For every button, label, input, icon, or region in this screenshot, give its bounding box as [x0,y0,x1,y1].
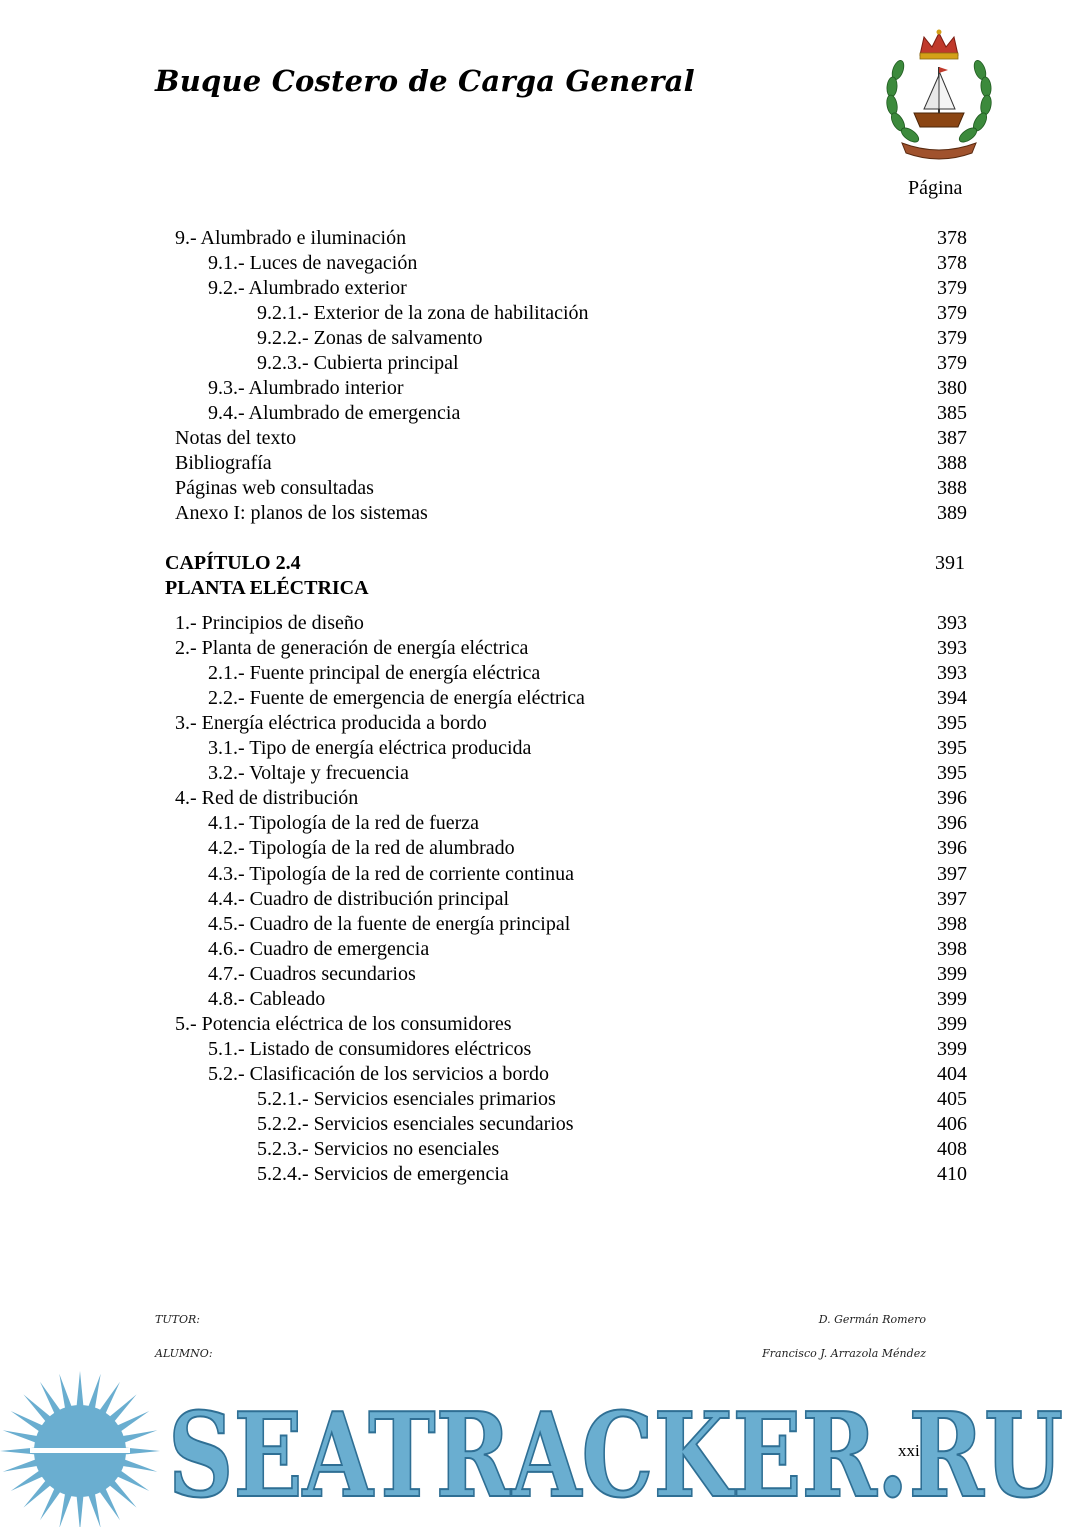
toc-entry-page: 393 [937,612,967,634]
toc-entry-label: 4.3.- Tipología de la red de corriente continua [208,862,575,885]
toc-entry-label: 9.- Alumbrado e iluminación [175,227,407,249]
toc-entry-page: 395 [937,762,967,785]
toc-entry-label: 4.7.- Cuadros secundarios [208,962,416,985]
sun-ray [3,1430,39,1443]
toc-entry-label: 5.2.1.- Servicios esenciales primarios [257,1087,556,1110]
toc-entry-label: 9.2.3.- Cubierta principal [257,352,459,374]
toc-entry-label: 5.2.4.- Servicios de emergencia [257,1163,509,1186]
toc-entry-label: 5.2.- Clasificación de los servicios a bordo [208,1062,550,1085]
sun-ray [109,1480,137,1508]
toc-entry [175,611,967,636]
toc-entry-label: Anexo I: planos de los sistemas [175,502,428,524]
toc-entry-label: 9.1.- Luces de navegación [208,252,418,274]
tutor-label: TUTOR: [155,1313,200,1326]
toc-entry [208,937,967,962]
toc-entry [208,401,967,426]
toc-entry [257,1162,967,1187]
document-title: Buque Costero de Carga General [155,64,695,98]
toc-entry-label: 5.1.- Listado de consumidores eléctricos [208,1037,532,1060]
toc-entry [175,1012,967,1037]
toc-entry [257,1087,967,1112]
toc-entry-label: 5.2.2.- Servicios esenciales secundarios [257,1113,574,1135]
toc-entry [208,912,967,937]
toc-entry [175,786,967,811]
toc-entry-page: 379 [937,277,967,299]
toc-entry-page: 408 [937,1138,967,1161]
toc-entry-page: 396 [937,812,967,835]
toc-entry [208,1062,967,1087]
toc-entry [208,1037,967,1062]
toc-entry [208,987,967,1012]
toc-entry-page: 399 [937,1037,967,1060]
toc-entry [175,451,967,476]
toc-entry [175,226,967,251]
toc-entry-label: 4.2.- Tipología de la red de alumbrado [208,837,515,860]
toc-entry-page: 394 [937,687,967,710]
toc-entry [208,736,967,761]
toc-entry [208,661,967,686]
toc-entry-label: 9.4.- Alumbrado de emergencia [208,402,461,424]
toc-entry-label: 9.2.1.- Exterior de la zona de habilitación [257,302,589,324]
toc-entry-label: 9.2.- Alumbrado exterior [208,277,407,299]
toc-entry-label: 4.- Red de distribución [175,787,359,810]
toc-entry-label: 9.2.2.- Zonas de salvamento [257,327,483,349]
toc-entry-page: 396 [937,787,967,810]
sun-ray [99,1382,120,1415]
toc-entry [208,887,967,912]
toc-entry-page: 379 [937,327,967,349]
toc-entry-page: 399 [937,962,967,985]
sun-ray [40,1487,61,1520]
toc-entry-page: 397 [937,887,967,910]
sun-ray [76,1371,83,1407]
toc-entry-page: 388 [937,452,967,474]
sun-ray [99,1487,120,1520]
toc-entry-label: 4.4.- Cuadro de distribución principal [208,887,510,910]
toc-entry-label: 2.- Planta de generación de energía eléctrica [175,637,529,660]
toc-entry-page: 399 [937,1012,967,1035]
toc-entry-page: 379 [937,352,967,374]
toc-entry [175,501,967,526]
tutor-name: D. Germán Romero [818,1313,926,1326]
sun-ray [88,1492,101,1527]
toc-entry-page: 395 [937,712,967,735]
sun-ray [59,1492,72,1527]
toc-entry-page: 393 [937,662,967,685]
toc-entry-label: 4.8.- Cableado [208,987,326,1010]
sun-ray [121,1430,157,1443]
sun-ray [23,1480,51,1508]
toc-entry-page: 385 [937,402,967,424]
toc-entry-page: 410 [937,1163,967,1186]
toc-entry-label: 3.- Energía eléctrica producida a bordo [175,712,487,735]
toc-entry-page: 378 [937,227,967,249]
toc-entry-label: 5.- Potencia eléctrica de los consumidores [175,1012,512,1035]
toc-entry-label: Bibliografía [175,452,272,474]
toc-entry-label: Páginas web consultadas [175,477,374,499]
toc-entry-page: 395 [937,737,967,760]
sun-ray [109,1394,137,1422]
sun-ray [11,1411,44,1432]
sun-ray [11,1470,44,1491]
sun-ray [23,1394,51,1422]
toc-entry [208,686,967,711]
toc-entry-label: 1.- Principios de diseño [175,612,364,634]
toc-entry [175,711,967,736]
toc-entry-label: Notas del texto [175,427,297,449]
sun-ray [40,1382,61,1415]
toc-entry-page: 380 [937,377,967,399]
toc-entry [208,276,967,301]
toc-entry [208,251,967,276]
toc-entry [175,476,967,501]
toc-entry-page: 398 [937,937,967,960]
toc-entry-page: 399 [937,987,967,1010]
toc-entry-label: 4.5.- Cuadro de la fuente de energía principal [208,912,571,935]
toc-entry-page: 406 [937,1113,967,1135]
sun-ray [76,1495,83,1527]
toc-entry-page: 389 [937,502,967,524]
toc-entry [257,326,967,351]
chapter-heading-line2: PLANTA ELÉCTRICA [165,577,369,599]
page-column-label: Página [908,177,963,199]
sun-ray [59,1374,72,1410]
toc-entry-page: 393 [937,637,967,660]
toc-entry [257,1112,967,1137]
sun-ray [116,1411,149,1432]
toc-entry [175,636,967,661]
toc-entry-page: 405 [937,1087,967,1110]
toc-entry-label: 3.2.- Voltaje y frecuencia [208,762,409,785]
toc-entry [208,836,967,861]
toc-entry [208,761,967,786]
watermark-text: SEATRACKER.RU [168,1388,1063,1524]
toc-entry-label: 4.1.- Tipología de la red de fuerza [208,812,480,835]
sun-logo-icon [0,1371,160,1527]
toc-entry [208,962,967,987]
chapter-heading-line1: CAPÍTULO 2.4 [165,552,301,574]
alumno-name: Francisco J. Arrazola Méndez [762,1347,926,1360]
toc-entry [208,376,967,401]
toc-entry-label: 4.6.- Cuadro de emergencia [208,937,430,960]
sun-ray [116,1470,149,1491]
toc-entry-page: 387 [937,427,967,449]
chapter-page-number: 391 [935,552,965,574]
toc-entry-page: 404 [937,1062,967,1085]
toc-entry [208,811,967,836]
toc-entry-page: 388 [937,477,967,499]
sun-ray [121,1459,157,1472]
toc-entry [257,1137,967,1162]
toc-entry-label: 5.2.3.- Servicios no esenciales [257,1138,500,1161]
toc-entry-page: 379 [937,302,967,324]
toc-entry-page: 397 [937,862,967,885]
toc-entry-page: 396 [937,837,967,860]
sun-ray [88,1374,101,1410]
toc-entry-label: 2.2.- Fuente de emergencia de energía eléctrica [208,687,585,710]
toc-entry [257,301,967,326]
toc-entry-page: 398 [937,912,967,935]
toc-entry-label: 9.3.- Alumbrado interior [208,377,404,399]
alumno-label: ALUMNO: [155,1347,213,1360]
sun-ray [3,1459,39,1472]
toc-entry [175,426,967,451]
toc-entry [257,351,967,376]
toc-entry-label: 3.1.- Tipo de energía eléctrica producida [208,737,532,760]
toc-entry-label: 2.1.- Fuente principal de energía eléctrica [208,662,541,685]
page-number: xxi [898,1441,920,1460]
toc-entry [208,862,967,887]
toc-entry-page: 378 [937,252,967,274]
